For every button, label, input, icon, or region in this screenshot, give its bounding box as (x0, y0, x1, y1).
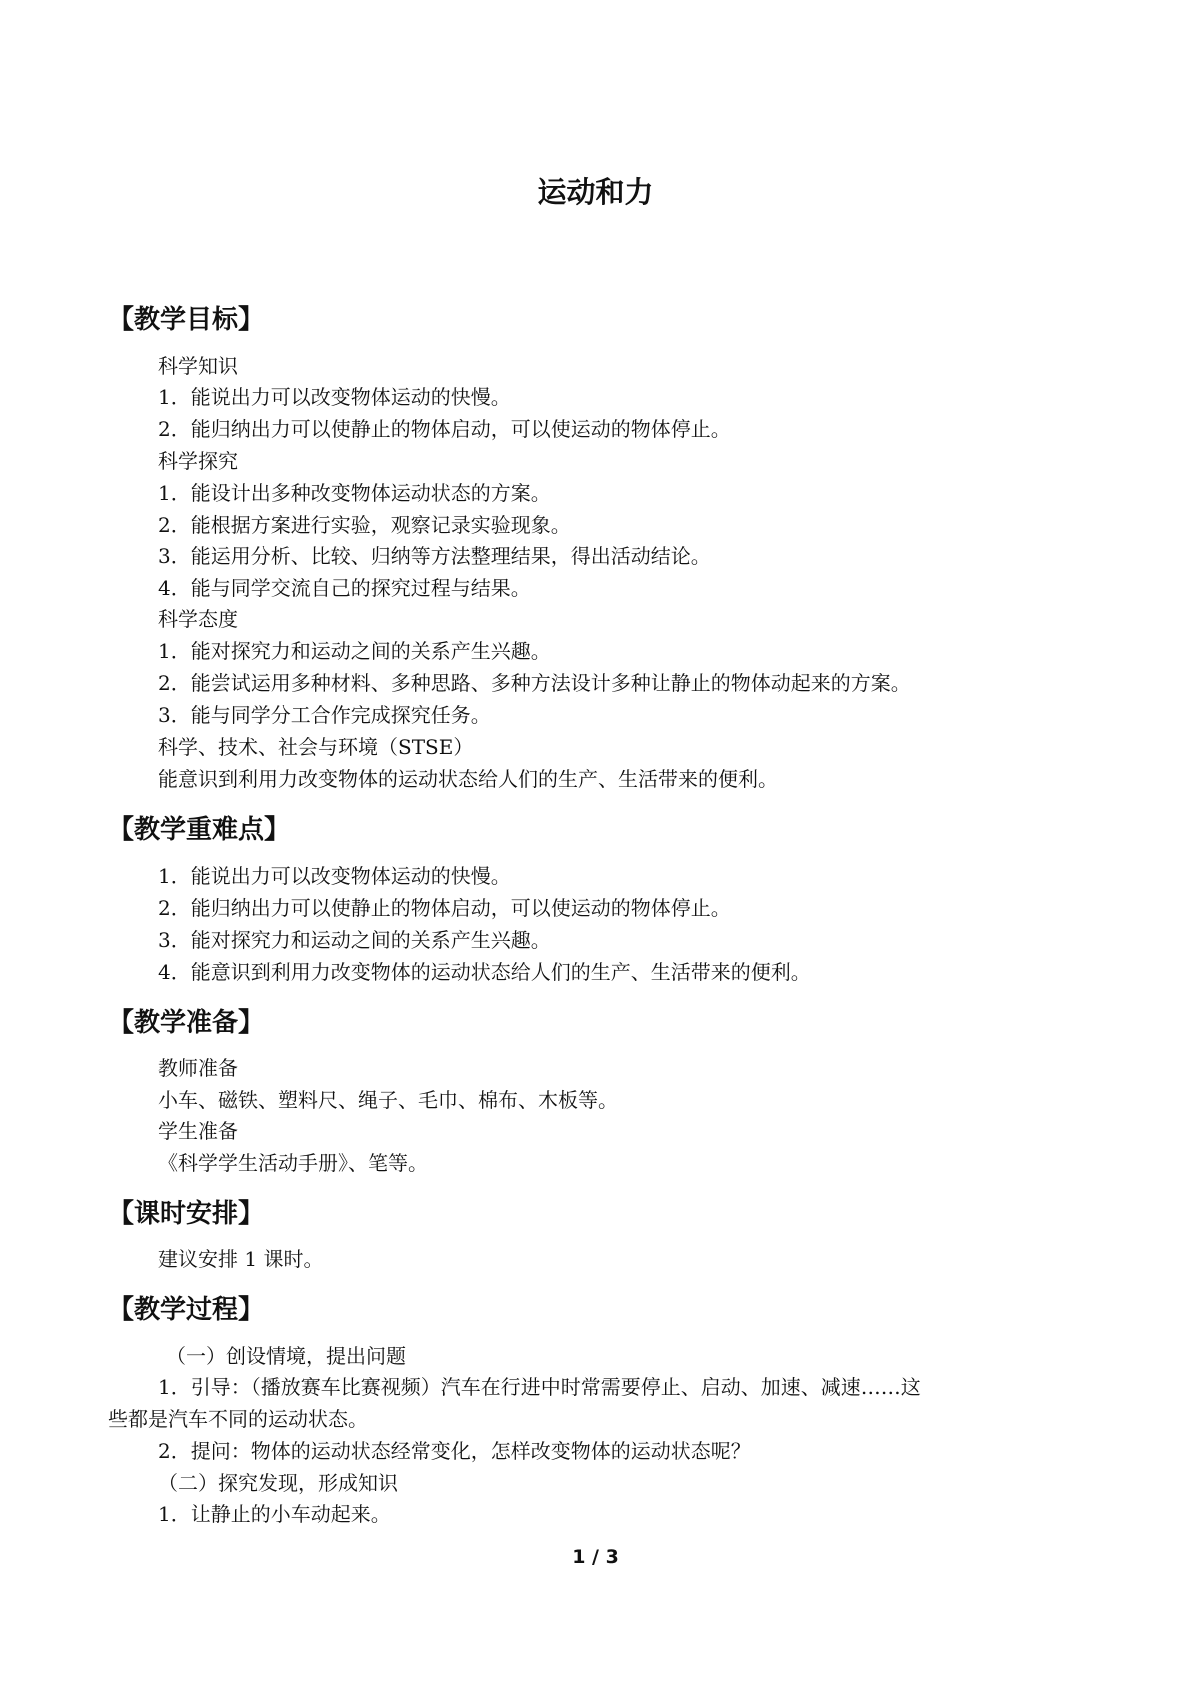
preparation-line: 学生准备 (158, 1119, 238, 1143)
objectives-line: 2．能尝试运用多种材料、多种思路、多种方法设计多种让静止的物体动起来的方案。 (158, 671, 911, 695)
process-line: 些都是汽车不同的运动状态。 (108, 1407, 368, 1431)
objectives-line: 科学知识 (158, 354, 238, 378)
preparation-line: 《科学学生活动手册》、笔等。 (158, 1151, 428, 1175)
objectives-line: 1．能说出力可以改变物体运动的快慢。 (158, 385, 511, 409)
process-line: （一）创设情境，提出问题 (166, 1344, 406, 1368)
preparation-line: 教师准备 (158, 1056, 238, 1080)
schedule-line: 建议安排 1 课时。 (158, 1247, 324, 1271)
key-points-line: 1．能说出力可以改变物体运动的快慢。 (158, 864, 511, 888)
objectives-line: 1．能设计出多种改变物体运动状态的方案。 (158, 481, 551, 505)
heading-process: 【教学过程】 (108, 1295, 265, 1325)
objectives-line: 2．能根据方案进行实验，观察记录实验现象。 (158, 513, 571, 537)
heading-preparation: 【教学准备】 (108, 1008, 265, 1038)
objectives-line: 科学探究 (158, 449, 238, 473)
process-line: 1．引导：（播放赛车比赛视频）汽车在行进中时常需要停止、启动、加速、减速……这 (158, 1375, 921, 1399)
process-line: （二）探究发现，形成知识 (158, 1471, 398, 1495)
key-points-line: 2．能归纳出力可以使静止的物体启动，可以使运动的物体停止。 (158, 896, 731, 920)
objectives-line: 能意识到利用力改变物体的运动状态给人们的生产、生活带来的便利。 (158, 767, 778, 791)
process-line: 1．让静止的小车动起来。 (158, 1502, 391, 1526)
heading-schedule: 【课时安排】 (108, 1199, 265, 1229)
key-points-line: 4．能意识到利用力改变物体的运动状态给人们的生产、生活带来的便利。 (158, 960, 811, 984)
preparation-line: 小车、磁铁、塑料尺、绳子、毛巾、棉布、木板等。 (158, 1088, 618, 1112)
heading-objectives: 【教学目标】 (108, 305, 265, 335)
process-line: 2．提问：物体的运动状态经常变化，怎样改变物体的运动状态呢？ (158, 1439, 751, 1463)
objectives-line: 4．能与同学交流自己的探究过程与结果。 (158, 576, 531, 600)
key-points-line: 3．能对探究力和运动之间的关系产生兴趣。 (158, 928, 551, 952)
objectives-line: 科学、技术、社会与环境（STSE） (158, 735, 474, 759)
objectives-line: 3．能运用分析、比较、归纳等方法整理结果，得出活动结论。 (158, 544, 711, 568)
objectives-line: 2．能归纳出力可以使静止的物体启动，可以使运动的物体停止。 (158, 417, 731, 441)
objectives-line: 3．能与同学分工合作完成探究任务。 (158, 703, 491, 727)
heading-key-points: 【教学重难点】 (108, 815, 291, 845)
objectives-line: 1．能对探究力和运动之间的关系产生兴趣。 (158, 639, 551, 663)
objectives-line: 科学态度 (158, 607, 238, 631)
document-title: 运动和力 (537, 175, 654, 209)
page-number: 1 / 3 (572, 1546, 619, 1568)
